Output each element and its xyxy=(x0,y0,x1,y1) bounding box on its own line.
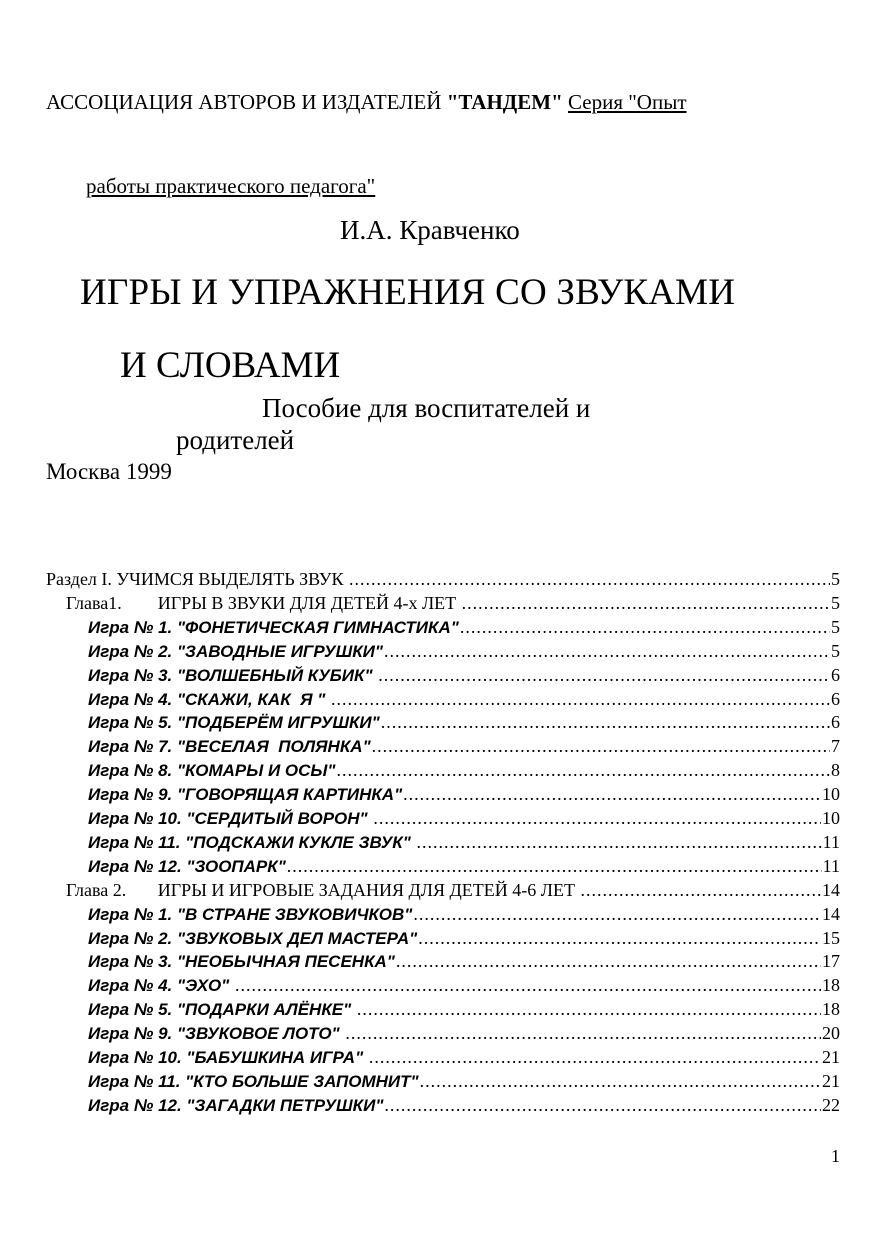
toc-dot-leader xyxy=(369,1047,821,1068)
association-line xyxy=(46,90,687,115)
toc-dot-leader xyxy=(418,928,821,949)
toc-entry[interactable] xyxy=(88,1047,840,1071)
subtitle-line-2: родителей xyxy=(176,425,295,455)
toc-entry-title: Игра № 2. "ЗВУКОВЫХ ДЕЛ МАСТЕРА" xyxy=(88,929,418,948)
toc-entry-title: Игра № 1. "ФОНЕТИЧЕСКАЯ ГИМНАСТИКА" xyxy=(88,618,459,637)
toc-entry-title: Игра № 3. "ВОЛШЕБНЫЙ КУБИК" xyxy=(88,666,378,685)
toc-entry-page: 5 xyxy=(831,593,840,613)
toc-dot-leader xyxy=(384,641,830,662)
subtitle-line-1: Пособие для воспитателей и xyxy=(262,393,591,423)
toc-entry-title: Игра № 2. "ЗАВОДНЫЕ ИГРУШКИ" xyxy=(88,642,383,661)
toc-entry-page: 18 xyxy=(822,999,840,1019)
toc-dot-leader xyxy=(381,712,830,733)
toc-entry[interactable] xyxy=(88,975,840,999)
toc-entry-page: 8 xyxy=(831,760,840,780)
toc-entry-title: Игра № 5. "ПОДАРКИ АЛЁНКЕ" xyxy=(88,1000,356,1019)
toc-entry[interactable] xyxy=(88,808,840,832)
toc-entry-title: Игра № 9. "ГОВОРЯЩАЯ КАРТИНКА" xyxy=(88,785,403,804)
title-line-1: ИГРЫ И УПРАЖНЕНИЯ СО ЗВУКАМИ xyxy=(80,272,736,313)
toc-entry[interactable] xyxy=(88,617,840,641)
toc-dot-leader xyxy=(396,951,821,972)
series-part2: работы практического педагога" xyxy=(86,174,376,198)
toc-entry-page: 17 xyxy=(822,951,840,971)
association-name: АССОЦИАЦИЯ АВТОРОВ И ИЗДАТЕЛЕЙ xyxy=(46,90,447,114)
toc-entry-title: Игра № 11. "ПОДСКАЖИ КУКЛЕ ЗВУК" xyxy=(88,833,416,852)
toc-entry[interactable] xyxy=(88,784,840,808)
toc-dot-leader xyxy=(413,904,821,925)
title-line-2: И СЛОВАМИ xyxy=(120,345,341,386)
toc-entry-title: Игра № 5. "ПОДБЕРЁМ ИГРУШКИ" xyxy=(88,713,380,732)
toc-dot-leader xyxy=(287,856,822,877)
toc-entry-page: 7 xyxy=(831,736,840,756)
page-number: 1 xyxy=(831,1146,840,1166)
toc-entry-title: Игра № 8. "КОМАРЫ И ОСЫ" xyxy=(88,761,336,780)
toc-entry[interactable] xyxy=(88,712,840,736)
series-part1: Серия "Опыт xyxy=(568,90,687,114)
toc-entry-title: Глава1. ИГРЫ В ЗВУКИ ДЛЯ ДЕТЕЙ 4-х ЛЕТ xyxy=(66,593,461,613)
toc-dot-leader xyxy=(373,808,821,829)
toc-entry-page: 6 xyxy=(831,712,840,732)
toc-entry-page: 6 xyxy=(831,665,840,685)
toc-entry[interactable] xyxy=(88,641,840,665)
toc-entry-page: 6 xyxy=(831,689,840,709)
author-name: И.А. Кравченко xyxy=(340,215,520,245)
toc-dot-leader xyxy=(420,1071,821,1092)
toc-entry[interactable] xyxy=(88,760,840,784)
toc-entry-page: 14 xyxy=(822,880,840,900)
toc-entry-page: 14 xyxy=(822,904,840,924)
toc-entry-page: 5 xyxy=(831,617,840,637)
toc-entry-page: 15 xyxy=(822,928,840,948)
toc-entry-title: Игра № 11. "КТО БОЛЬШЕ ЗАПОМНИТ" xyxy=(88,1072,419,1091)
toc-entry-title: Игра № 4. "СКАЖИ, КАК Я " xyxy=(88,690,330,709)
toc-entry[interactable] xyxy=(88,665,840,689)
toc-dot-leader xyxy=(349,569,830,590)
toc-entry-page: 10 xyxy=(822,784,840,804)
toc-dot-leader xyxy=(235,975,821,996)
toc-entry-page: 20 xyxy=(822,1023,840,1043)
toc-dot-leader xyxy=(331,689,830,710)
toc-entry-page: 21 xyxy=(822,1071,840,1091)
toc-entry-title: Игра № 9. "ЗВУКОВОЕ ЛОТО" xyxy=(88,1024,345,1043)
toc-entry-page: 18 xyxy=(822,975,840,995)
toc-entry-page: 5 xyxy=(831,569,840,589)
toc-dot-leader xyxy=(357,999,821,1020)
toc-dot-leader xyxy=(462,593,830,614)
toc-entry[interactable] xyxy=(88,736,840,760)
toc-dot-leader xyxy=(337,760,831,781)
toc-entry-page: 5 xyxy=(831,641,840,661)
toc-entry[interactable] xyxy=(88,928,840,952)
toc-entry[interactable] xyxy=(46,569,840,593)
toc-dot-leader xyxy=(384,1095,821,1116)
toc-entry-page: 22 xyxy=(822,1095,840,1115)
toc-entry[interactable] xyxy=(88,904,840,928)
toc-entry[interactable] xyxy=(88,832,840,856)
toc-entry-title: Игра № 12. "ЗАГАДКИ ПЕТРУШКИ" xyxy=(88,1096,384,1115)
toc-entry-title: Игра № 10. "БАБУШКИНА ИГРА" xyxy=(88,1048,368,1067)
toc-dot-leader xyxy=(460,617,830,638)
toc-entry-title: Раздел I. УЧИМСЯ ВЫДЕЛЯТЬ ЗВУК xyxy=(46,569,348,589)
toc-entry-page: 11 xyxy=(822,856,840,876)
toc-entry-title: Игра № 12. "ЗООПАРК" xyxy=(88,857,286,876)
toc-entry[interactable] xyxy=(88,1095,840,1119)
toc-entry[interactable] xyxy=(88,1023,840,1047)
toc-dot-leader xyxy=(403,784,821,805)
city-year: Москва 1999 xyxy=(46,459,172,484)
tandem-name: "ТАНДЕМ" xyxy=(446,90,563,114)
toc-entry-page: 21 xyxy=(822,1047,840,1067)
toc-entry-page: 10 xyxy=(822,808,840,828)
toc-dot-leader xyxy=(345,1023,821,1044)
toc-dot-leader xyxy=(580,880,821,901)
toc-entry[interactable] xyxy=(88,951,840,975)
toc-entry-title: Игра № 7. "ВЕСЕЛАЯ ПОЛЯНКА" xyxy=(88,737,371,756)
toc-entry-title: Игра № 10. "СЕРДИТЫЙ ВОРОН" xyxy=(88,809,373,828)
toc-entry-title: Игра № 4. "ЭХО" xyxy=(88,976,234,995)
toc-entry[interactable] xyxy=(66,880,840,904)
toc-entry-title: Глава 2. ИГРЫ И ИГРОВЫЕ ЗАДАНИЯ ДЛЯ ДЕТЕЙ 4-6 ЛЕТ xyxy=(66,880,580,900)
toc-entry-page: 11 xyxy=(822,832,840,852)
toc-entry[interactable] xyxy=(88,856,840,880)
toc-entry[interactable] xyxy=(88,1071,840,1095)
toc-entry[interactable] xyxy=(88,689,840,713)
toc-dot-leader xyxy=(416,832,821,853)
toc-entry-title: Игра № 1. "В СТРАНЕ ЗВУКОВИЧКОВ" xyxy=(88,905,413,924)
toc-dot-leader xyxy=(372,736,830,757)
toc-entry-title: Игра № 3. "НЕОБЫЧНАЯ ПЕСЕНКА" xyxy=(88,952,395,971)
toc-entry[interactable] xyxy=(66,593,840,617)
toc-entry[interactable] xyxy=(88,999,840,1023)
toc-dot-leader xyxy=(378,665,830,686)
